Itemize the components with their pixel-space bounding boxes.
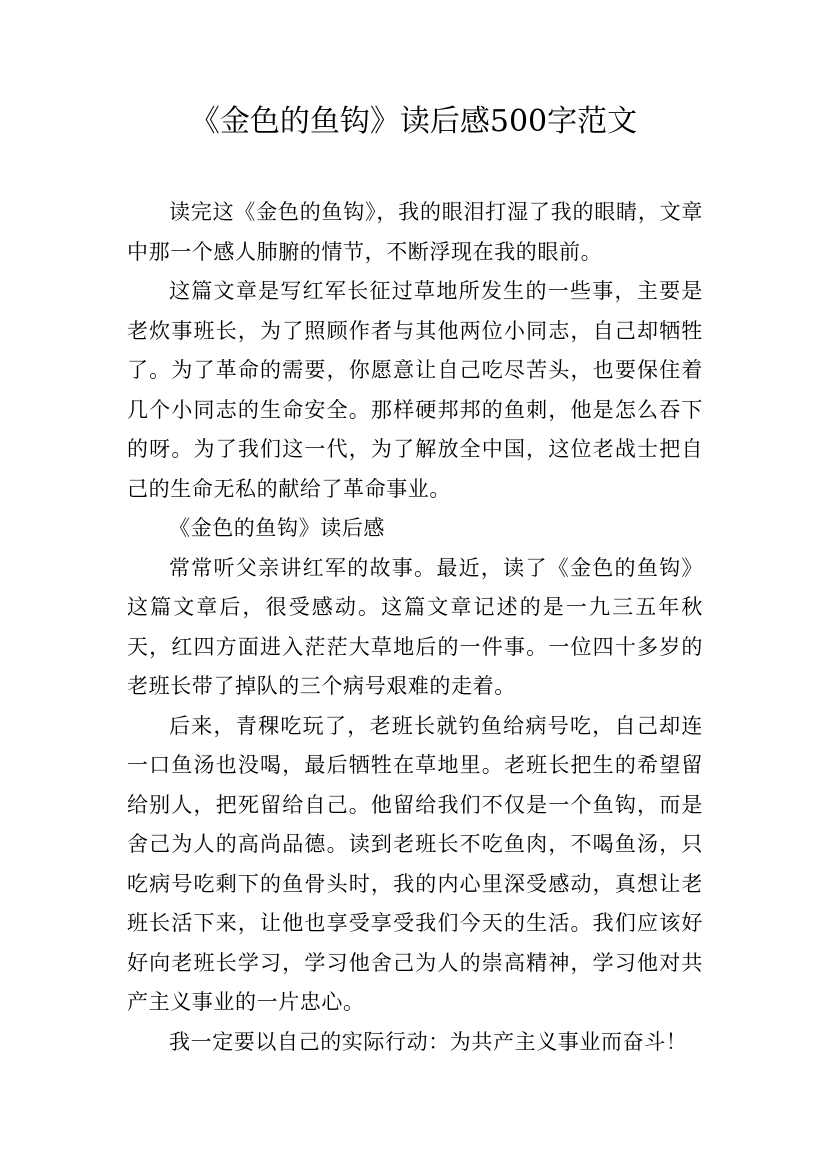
document-body xyxy=(127,193,703,1062)
paragraph-2: 这篇文章是写红军长征过草地所发生的一些事，主要是老炊事班长，为了照顾作者与其他两位小同志，自己却牺牲了。为了革命的需要，你愿意让自己吃尽苦头，也要保住着几个小同志的生命安全。那样硬邦邦的鱼刺，他是怎么吞下的呀。为了我们这一代，为了解放全中国，这位老战士把自己的生命无私的献给了革命事业。 xyxy=(127,279,703,501)
paragraph-5: 我一定要以自己的实际行动：为共产主义事业而奋斗！ xyxy=(169,1029,688,1054)
document-title: 《金色的鱼钩》读后感500字范文 xyxy=(189,104,638,139)
paragraph-3: 常常听父亲讲红军的故事。最近，读了《金色的鱼钩》这篇文章后，很受感动。这篇文章记述的是一九三五年秋天，红四方面进入茫茫大草地后的一件事。一位四十多岁的老班长带了掉队的三个病号艰难的走着。 xyxy=(127,555,703,698)
paragraph-4: 后来，青稞吃玩了，老班长就钓鱼给病号吃，自己却连一口鱼汤也没喝，最后牺牲在草地里。老班长把生的希望留给别人，把死留给自己。他留给我们不仅是一个鱼钩，而是舍己为人的高尚品德。读到老班长不吃鱼肉，不喝鱼汤，只吃病号吃剩下的鱼骨头时，我的内心里深受感动，真想让老班长活下来，让他也享受享受我们今天的生活。我们应该好好向老班长学习，学习他舍己为人的崇高精神，学习他对共产主义事业的一片忠心。 xyxy=(127,713,703,1014)
paragraph-subheading: 《金色的鱼钩》读后感 xyxy=(169,516,385,540)
paragraph-1: 读完这《金色的鱼钩》，我的眼泪打湿了我的眼睛，文章中那一个感人肺腑的情节，不断浮现在我的眼前。 xyxy=(127,200,703,264)
